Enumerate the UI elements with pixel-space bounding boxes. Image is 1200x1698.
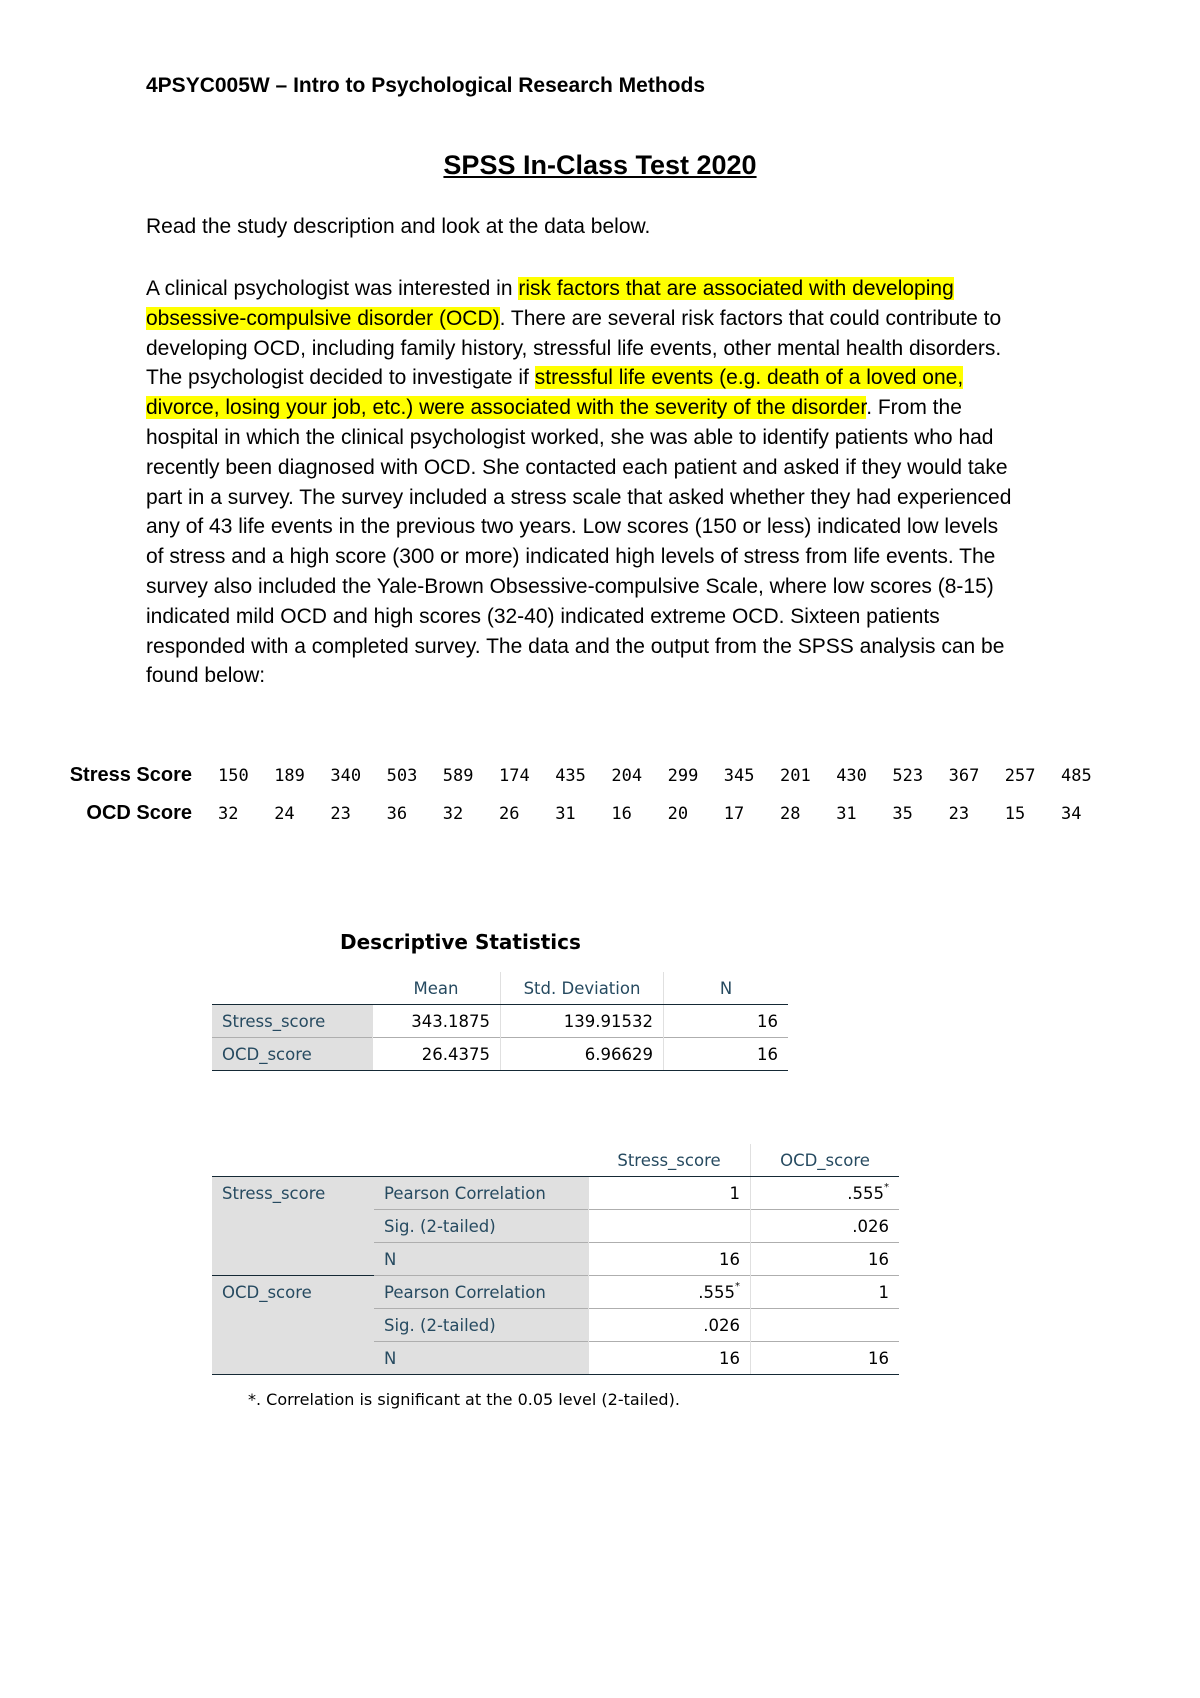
data-row [0, 762, 1200, 792]
data-value: 36 [386, 804, 408, 824]
paragraph-line [146, 483, 1076, 513]
paragraph-line [146, 661, 1076, 691]
column-header: OCD_score [751, 1144, 900, 1177]
highlighted-text: risk factors that are associated with developing [518, 277, 954, 300]
sd-value: 6.96629 [501, 1038, 664, 1071]
value-cell [751, 1276, 900, 1309]
variable-label: OCD_score [212, 1276, 374, 1375]
data-value: 35 [892, 804, 913, 824]
value-cell [588, 1342, 751, 1375]
data-value: 23 [330, 804, 351, 824]
paragraph-text: any of 43 life events in the previous two years. Low scores (150 or less) indicated low levels [146, 515, 999, 539]
page-title-text: SPSS In-Class Test 2020 [443, 150, 757, 180]
column-header: N [664, 972, 789, 1005]
value-text: 1 [878, 1282, 889, 1302]
statistic-label: Pearson Correlation [374, 1276, 588, 1309]
paragraph-line [146, 512, 1076, 542]
n-value: 16 [664, 1038, 789, 1071]
mean-value: 26.4375 [372, 1038, 501, 1071]
paragraph-text: of stress and a high score (300 or more) indicated high levels of stress from life events. The [146, 545, 996, 569]
data-value: 367 [948, 766, 980, 786]
correlations-header-row [212, 1144, 899, 1177]
variable-label: Stress_score [212, 1177, 374, 1276]
value-cell [751, 1210, 900, 1243]
data-value: 523 [892, 766, 924, 786]
value-text: .555 [847, 1183, 884, 1203]
data-value: 345 [723, 766, 755, 786]
statistic-label: Sig. (2-tailed) [374, 1309, 588, 1342]
data-value: 257 [1004, 766, 1036, 786]
data-value: 20 [667, 804, 689, 824]
column-header: Mean [372, 972, 501, 1005]
mean-value: 343.1875 [372, 1005, 501, 1038]
data-value: 16 [611, 804, 632, 824]
statistic-label: N [374, 1342, 588, 1375]
paragraph-line [146, 393, 1076, 423]
highlighted-text: obsessive-compulsive disorder (OCD) [146, 306, 500, 330]
data-value: 31 [836, 804, 857, 824]
course-header: 4PSYC005W – Intro to Psychological Research Methods [146, 74, 705, 97]
value-cell [751, 1243, 900, 1276]
value-cell [588, 1309, 751, 1342]
paragraph-line [146, 572, 1076, 602]
paragraph-text: found below: [146, 664, 266, 688]
study-description [146, 274, 1076, 691]
data-value: 150 [218, 766, 249, 786]
paragraph-text: hospital in which the clinical psychologist worked, she was able to identify patients who had [146, 425, 994, 449]
paragraph-text: A clinical psychologist was interested in [146, 277, 519, 300]
row-label: OCD_score [212, 1038, 372, 1071]
value-text: .555 [698, 1282, 735, 1302]
data-value: 174 [499, 766, 530, 786]
value-cell [751, 1342, 900, 1375]
data-value: 589 [442, 766, 474, 786]
paragraph-line [146, 453, 1076, 483]
correlations-table [212, 1144, 899, 1375]
data-value: 32 [442, 804, 464, 824]
value-text: 1 [729, 1183, 740, 1203]
value-text: 16 [868, 1348, 889, 1368]
paragraph-text: survey also included the Yale-Brown Obsessive-compulsive Scale, where low scores (8-15) [146, 574, 994, 598]
data-value: 201 [780, 766, 811, 786]
data-value: 189 [274, 766, 305, 786]
correlations-row [212, 1177, 899, 1210]
data-value: 435 [555, 766, 586, 786]
statistic-label: N [374, 1243, 588, 1276]
descriptive-statistics-table [212, 972, 788, 1071]
value-text: 16 [868, 1249, 889, 1269]
correlations-row [212, 1276, 899, 1309]
column-header: Std. Deviation [501, 972, 664, 1005]
column-header: Stress_score [588, 1144, 751, 1177]
value-text: .026 [852, 1216, 889, 1236]
paragraph-line [146, 542, 1076, 572]
column-header [212, 972, 372, 1005]
paragraph-line [146, 632, 1076, 662]
data-value: 24 [274, 804, 295, 824]
value-text: .026 [703, 1315, 740, 1335]
data-value: 28 [780, 804, 801, 824]
data-value: 31 [555, 804, 576, 824]
highlighted-text: stressful life events (e.g. death of a loved one, [534, 366, 964, 390]
paragraph-line [146, 363, 1076, 393]
paragraph-line [146, 304, 1076, 334]
value-cell [751, 1309, 900, 1342]
page-title [0, 150, 1200, 181]
statistic-label: Sig. (2-tailed) [374, 1210, 588, 1243]
data-value: 299 [667, 766, 699, 786]
data-value: 15 [1004, 804, 1026, 824]
descriptives-header-row [212, 972, 788, 1005]
data-value: 503 [386, 766, 418, 786]
significance-marker: * [884, 1181, 889, 1193]
data-value: 23 [948, 804, 970, 824]
paragraph-text: . From the [866, 396, 962, 420]
statistic-label: Pearson Correlation [374, 1177, 588, 1210]
data-row [0, 800, 1200, 830]
data-value: 32 [218, 804, 239, 824]
column-header [212, 1144, 374, 1177]
paragraph-text: indicated mild OCD and high scores (32-40) indicated extreme OCD. Sixteen patients [146, 604, 940, 628]
value-cell [588, 1177, 751, 1210]
intro-text: Read the study description and look at the data below. [146, 215, 651, 238]
row-label: Stress_score [212, 1005, 372, 1038]
paragraph-line [146, 602, 1076, 632]
descriptives-title: Descriptive Statistics [340, 930, 581, 954]
paragraph-text: recently been diagnosed with OCD. She contacted each patient and asked if they would take [146, 455, 1008, 479]
data-value: 485 [1061, 766, 1092, 786]
value-cell [588, 1276, 751, 1309]
data-value: 34 [1061, 804, 1082, 824]
data-value: 204 [611, 766, 643, 786]
data-row-label: OCD Score [86, 802, 192, 824]
value-text: 16 [719, 1348, 740, 1368]
paragraph-text: part in a survey. The survey included a stress scale that asked whether they had experienced [146, 485, 1012, 509]
paragraph-text: . There are several risk factors that could contribute to [499, 306, 1002, 330]
paragraph-text: developing OCD, including family history, stressful life events, other mental health disorders. [146, 336, 1002, 360]
sd-value: 139.91532 [501, 1005, 664, 1038]
value-cell [751, 1177, 900, 1210]
data-value: 340 [330, 766, 362, 786]
paragraph-line [146, 334, 1076, 364]
value-cell [588, 1243, 751, 1276]
descriptives-row [212, 1038, 788, 1071]
paragraph-text: responded with a completed survey. The data and the output from the SPSS analysis can be [146, 634, 1005, 658]
value-cell [588, 1210, 751, 1243]
n-value: 16 [664, 1005, 789, 1038]
value-text: 16 [719, 1249, 740, 1269]
paragraph-text: The psychologist decided to investigate if [146, 366, 535, 390]
column-header [374, 1144, 588, 1177]
data-value: 26 [499, 804, 520, 824]
data-row-label: Stress Score [69, 764, 192, 786]
descriptives-row [212, 1005, 788, 1038]
significance-marker: * [735, 1280, 740, 1292]
paragraph-line [146, 274, 1076, 304]
paragraph-line [146, 423, 1076, 453]
data-value: 17 [723, 804, 745, 824]
highlighted-text: divorce, losing your job, etc.) were associated with the severity of the disorder [146, 396, 867, 420]
correlation-footnote: *. Correlation is significant at the 0.05 level (2-tailed). [248, 1390, 680, 1409]
data-value: 430 [836, 766, 867, 786]
